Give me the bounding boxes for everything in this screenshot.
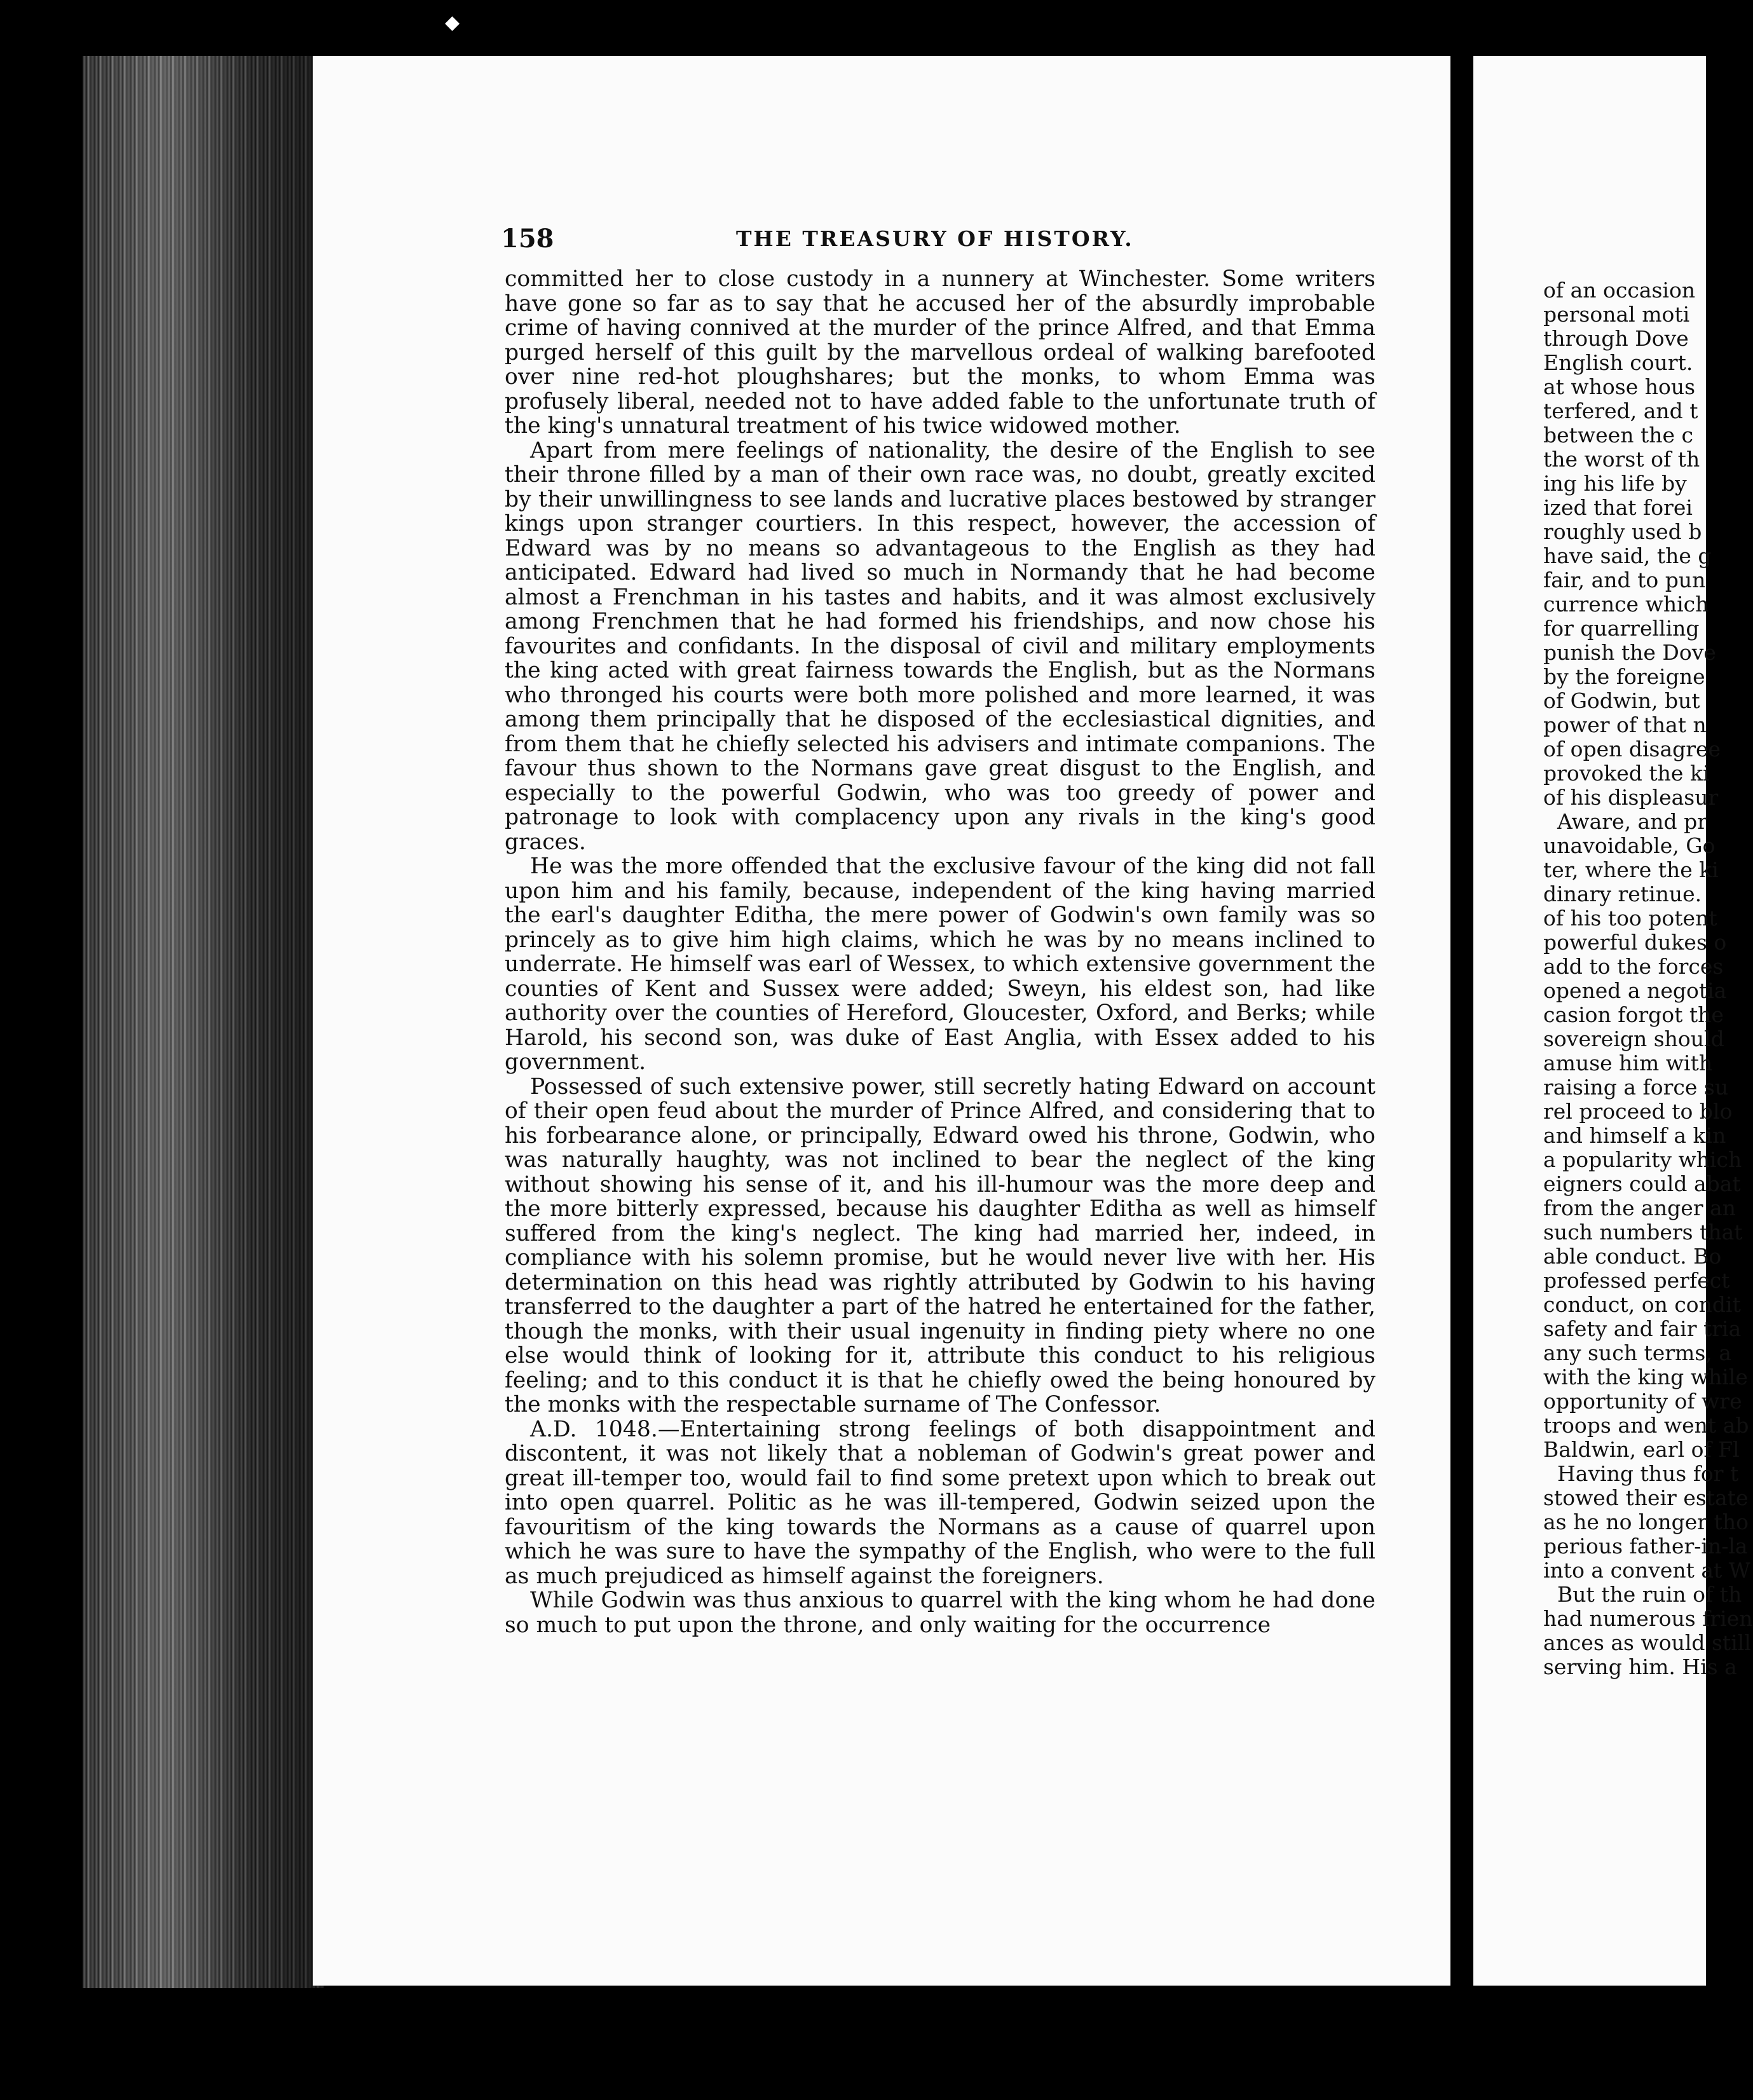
right-column-line: stowed their estate xyxy=(1543,1485,1749,1510)
right-column-line: at whose hous xyxy=(1543,374,1696,399)
right-column-line: rel proceed to blo xyxy=(1543,1099,1733,1124)
right-column-line: of his too potent xyxy=(1543,906,1717,931)
book-fore-edge xyxy=(83,56,324,1988)
corner-mark: ◆ xyxy=(445,11,460,34)
right-column-line: terfered, and t xyxy=(1543,399,1698,423)
right-column-line: conduct, on condit xyxy=(1543,1292,1741,1317)
right-column-line: through Dove xyxy=(1543,326,1689,351)
right-column-line: and himself a kin xyxy=(1543,1123,1726,1148)
right-column-line: of Godwin, but xyxy=(1543,688,1700,713)
right-column-line: any such terms, a xyxy=(1543,1340,1731,1365)
right-column-line: roughly used b xyxy=(1543,519,1702,544)
right-column-line: safety and fair tria xyxy=(1543,1316,1742,1341)
right-column-line: of open disagree xyxy=(1543,737,1721,761)
right-column-line: ing his life by xyxy=(1543,471,1687,496)
right-column-line: add to the forces xyxy=(1543,954,1724,979)
right-column-line: serving him. His a xyxy=(1543,1654,1737,1679)
paragraph: While Godwin was thus anxious to quarrel with the king whom he had done so much to put upon the throne, and only waiting for the occurrence xyxy=(505,1588,1375,1638)
right-column-line: Baldwin, earl of Fl xyxy=(1543,1437,1740,1462)
page-number: 158 xyxy=(501,224,554,254)
paragraph: Possessed of such extensive power, still secretly hating Edward on account of their open feud about the murder of Prince Alfred, and considering that to his forbearance alone, or principally, Edward owed his throne, Godwin, who was naturally haughty, was not inclined to bear the neglect of the king without showing his sense of it, and his ill-humour was the more deep and the more bitterly expressed, because his daughter Editha as well as himself suffered from the king's neglect. The king had married her, indeed, in compliance with his solemn promise, but he would never live with her. His determination on this head was rightly attributed by Godwin to his having transferred to the daughter a part of the hatred he entertained for the father, though the monks, with their usual ingenuity in finding piety where no one else would think of looking for it, attribute this conduct to his religious feeling; and to this conduct it is that he chiefly owed the being honoured by the monks with the respectable surname of The Confessor. xyxy=(505,1074,1375,1417)
paragraph: committed her to close custody in a nunnery at Winchester. Some writers have gone so far as to say that he accused her of the absurdly improbable crime of having connived at the murder of the prince Alfred, and that Emma purged herself of this guilt by the marvellous ordeal of walking barefooted over nine red-hot ploughshares; but the monks, to whom Emma was profusely liberal, needed not to have added fable to the unfortunate truth of the king's unnatural treatment of his twice widowed mother. xyxy=(505,266,1375,439)
right-column-line: ances as would still xyxy=(1543,1630,1751,1655)
paragraph: Apart from mere feelings of nationality, the desire of the English to see their throne filled by a man of their own race was, no doubt, greatly excited by their unwillingness to see lands and lucrative places bestowed by stranger kings upon stranger courtiers. In this respect, however, the accession of Edward was by no means so advantageous to the English as they had anticipated. Edward had lived so much in Normandy that he had become almost a Frenchman in his tastes and habits, and it was almost exclusively among Frenchmen that he had formed his friendships, and now chose his favourites and confidants. In the disposal of civil and military employments the king acted with great fairness towards the English, but as the Normans who thronged his courts were both more polished and more learned, it was among them principally that he disposed of the ecclesiastical dignities, and from them that he chiefly selected his advisers and intimate companions. The favour thus shown to the Normans gave great disgust to the English, and especially to the powerful Godwin, who was too greedy of power and patronage to look with complacency upon any rivals in the king's good graces. xyxy=(505,437,1375,855)
right-column-line: had numerous frien xyxy=(1543,1606,1753,1631)
right-column-line: Having thus for t xyxy=(1557,1461,1739,1486)
right-column-line: eigners could abat xyxy=(1543,1171,1741,1196)
right-column-line: currence which xyxy=(1543,592,1709,617)
main-text-column xyxy=(505,267,1375,1637)
right-column-line: between the c xyxy=(1543,423,1693,447)
right-column-line: have said, the g xyxy=(1543,543,1712,568)
right-column-line: raising a force su xyxy=(1543,1075,1729,1100)
right-column-line: of an occasion xyxy=(1543,278,1696,303)
right-column-line: for quarrelling xyxy=(1543,616,1700,641)
right-column-line: amuse him with xyxy=(1543,1051,1713,1075)
right-column-line: a popularity which xyxy=(1543,1147,1742,1172)
page-header xyxy=(501,224,1372,256)
right-column-line: professed perfect xyxy=(1543,1268,1730,1293)
right-column-line: ized that forei xyxy=(1543,495,1693,520)
right-column-line: of his displeasur xyxy=(1543,785,1719,810)
right-column-line: powerful dukes o xyxy=(1543,930,1727,955)
right-column-line: casion forgot the xyxy=(1543,1002,1724,1027)
paragraph: He was the more offended that the exclusive favour of the king did not fall upon him and his family, because, independent of the king having married the earl's daughter Editha, the mere power of Godwin's own family was so princely as to give him high claims, which he was by no means inclined to underrate. He himself was earl of Wessex, to which extensive government the counties of Kent and Sussex were added; Sweyn, his eldest son, had like authority over the counties of Hereford, Gloucester, Oxford, and Berks; while Harold, his second son, was duke of East Anglia, with Essex added to his government. xyxy=(505,854,1375,1075)
right-column-line: provoked the ki xyxy=(1543,761,1710,786)
running-title: THE TREASURY OF HISTORY. xyxy=(736,226,1134,251)
right-column-line: into a convent at W xyxy=(1543,1558,1750,1583)
right-column-line: troops and went ab xyxy=(1543,1413,1749,1438)
right-column-line: personal moti xyxy=(1543,302,1690,327)
right-column-line: dinary retinue. xyxy=(1543,882,1702,906)
right-column-line: ter, where the ki xyxy=(1543,857,1719,882)
right-column-line: English court. xyxy=(1543,350,1693,375)
right-column-line: Aware, and pr xyxy=(1557,809,1707,834)
right-column-line: perious father-in-la xyxy=(1543,1534,1748,1558)
right-column-line: with the king while xyxy=(1543,1365,1748,1389)
paragraph: A.D. 1048.—Entertaining strong feelings of both disappointment and discontent, it was not likely that a nobleman of Godwin's great power and great ill-temper too, would fail to find some pretext upon which to break out into open quarrel. Politic as he was ill-tempered, Godwin seized upon the favouritism of the king towards the Normans as a cause of quarrel upon which he was sure to have the sympathy of the English, who were to the full as much prejudiced as himself against the foreigners. xyxy=(505,1416,1375,1589)
right-column-line: opportunity of wre xyxy=(1543,1389,1742,1414)
right-column-line: power of that n xyxy=(1543,712,1707,737)
right-column-line: the worst of th xyxy=(1543,447,1700,472)
right-column-line: able conduct. Bo xyxy=(1543,1244,1722,1269)
right-page-text-column xyxy=(1543,278,1753,1679)
right-column-line: But the ruin of th xyxy=(1557,1582,1742,1607)
right-column-line: from the anger an xyxy=(1543,1196,1736,1220)
right-column-line: opened a negotia xyxy=(1543,978,1727,1003)
right-column-line: as he no longer tho xyxy=(1543,1510,1749,1534)
right-column-line: fair, and to pun xyxy=(1543,568,1706,592)
right-column-line: such numbers that xyxy=(1543,1220,1743,1244)
right-column-line: by the foreigne xyxy=(1543,664,1705,689)
right-column-line: unavoidable, Go xyxy=(1543,833,1715,858)
right-column-line: punish the Dove xyxy=(1543,640,1716,665)
right-column-line: sovereign should xyxy=(1543,1026,1724,1051)
